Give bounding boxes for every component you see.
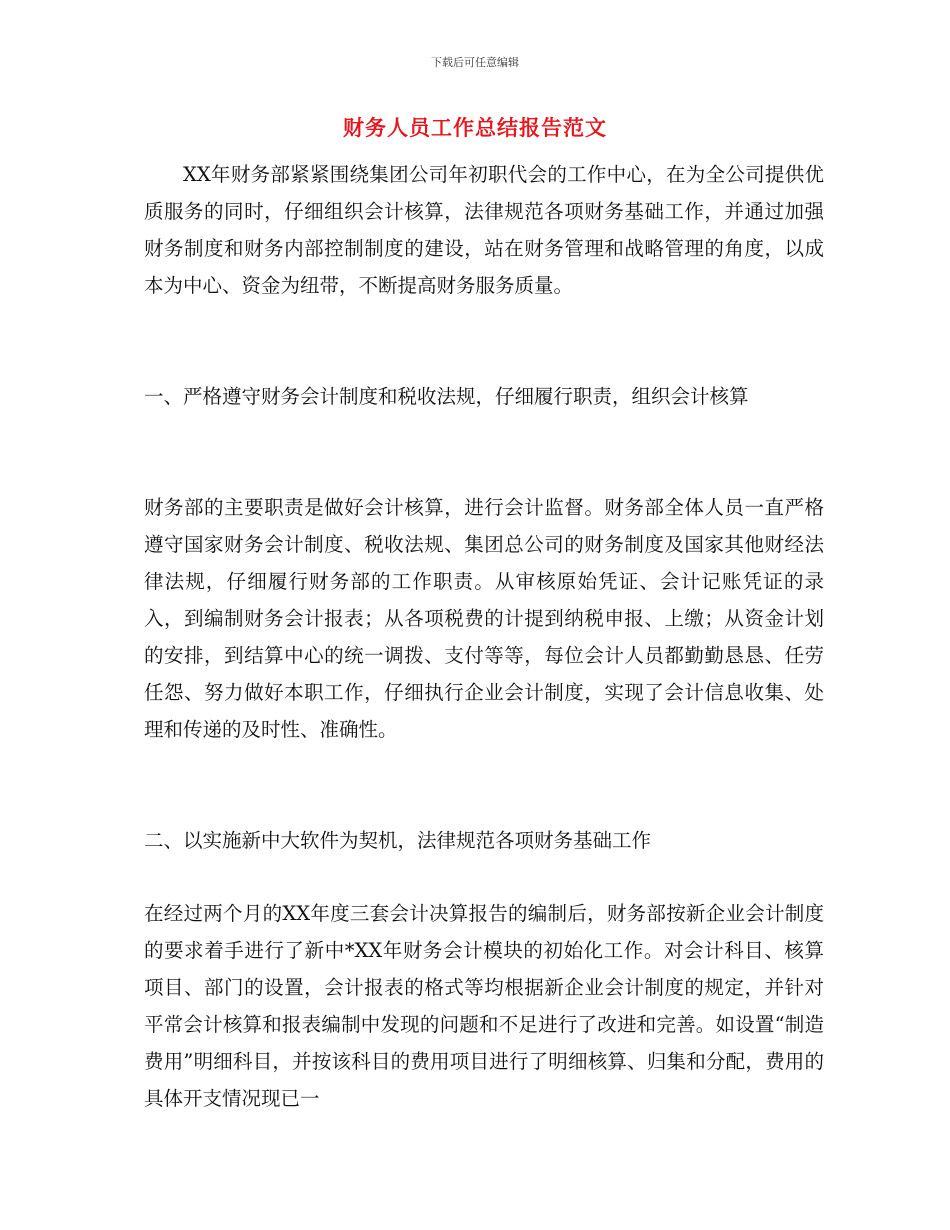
intro-paragraph: XX年财务部紧紧围绕集团公司年初职代会的工作中心，在为全公司提供优质服务的同时，仔细组织会计核算，法律规范各项财务基础工作，并通过加强财务制度和财务内部控制制度的建设，站在财务管理和战略管理的角度，以成本为中心、资金为纽带，不断提高财务服务质量。 xyxy=(144,163,824,297)
section-one-heading: 一、严格遵守财务会计制度和税收法规，仔细履行职责，组织会计核算 xyxy=(144,385,749,408)
document-title: 财务人员工作总结报告范文 xyxy=(343,116,607,140)
section-two-heading: 二、以实施新中大软件为契机，法律规范各项财务基础工作 xyxy=(144,829,652,852)
section-two-paragraph: 在经过两个月的XX年度三套会计决算报告的编制后，财务部按新企业会计制度的要求着手进行了新中*XX年财务会计模块的初始化工作。对会计科目、核算项目、部门的设置，会计报表的格式等均根据新企业会计制度的规定，并针对平常会计核算和报表编制中发现的问题和不足进行了改进和完善。如设置“制造费用”明细科目，并按该科目的费用项目进行了明细核算、归集和分配，费用的具体开支情况现已一 xyxy=(144,902,824,1110)
section-one-paragraph: 财务部的主要职责是做好会计核算，进行会计监督。财务部全体人员一直严格遵守国家财务会计制度、税收法规、集团总公司的财务制度及国家其他财经法律法规，仔细履行财务部的工作职责。从审核原始凭证、会计记账凭证的录入，到编制财务会计报表；从各项税费的计提到纳税申报、上缴；从资金计划的安排，到结算中心的统一调拨、支付等等，每位会计人员都勤勤恳恳、任劳任怨、努力做好本职工作，仔细执行企业会计制度，实现了会计信息收集、处理和传递的及时性、准确性。 xyxy=(144,496,824,741)
header-note: 下载后可任意编辑 xyxy=(431,56,519,69)
